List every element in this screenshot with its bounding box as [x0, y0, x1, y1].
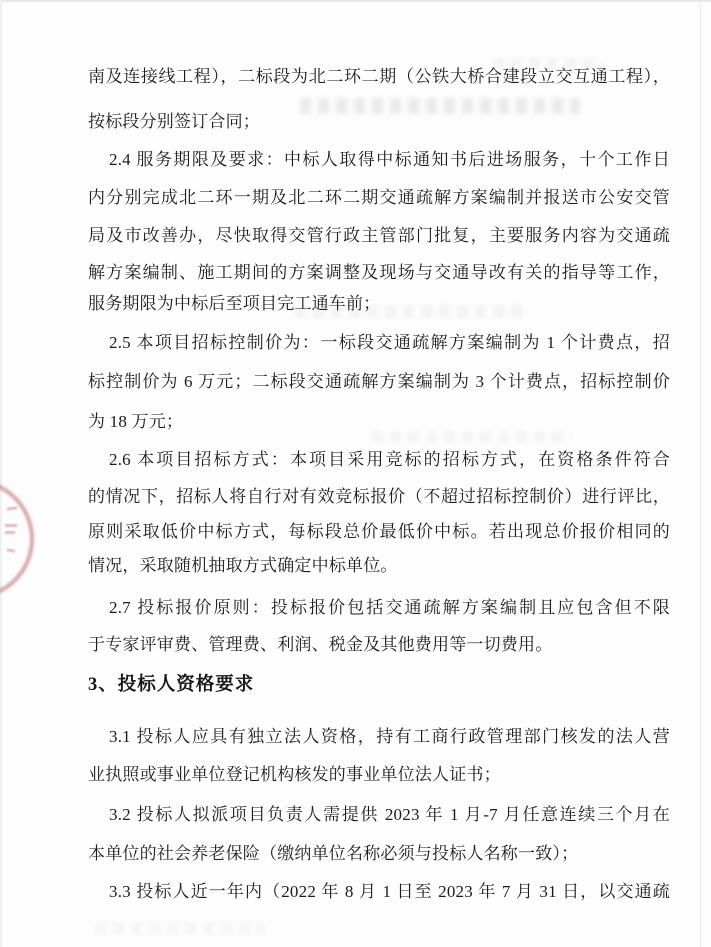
document-text-line: 3.3 投标人近一年内（2022 年 8 月 1 日至 2023 年 7 月 31 日，以交通疏: [109, 882, 670, 901]
ink-bleedthrough-smudge: [372, 431, 572, 443]
scan-edge-top: [0, 0, 711, 2]
scan-edge-left: [0, 0, 2, 947]
document-text-line: 按标段分别签订合同；: [88, 112, 260, 131]
document-text-line: 业执照或事业单位登记机构核发的事业单位法人证书；: [88, 765, 501, 784]
document-text-line: 原则采取低价中标方式，每标段总价最低价中标。若出现总价报价相同的: [88, 522, 670, 541]
red-seal-stamp-icon: [0, 479, 34, 599]
document-text-line: 解方案编制、施工期间的方案调整及现场与交通导改有关的指导等工作，: [88, 263, 670, 282]
document-text-line: 南及连接线工程），二标段为北二环二期（公铁大桥合建段立交互通工程），: [88, 67, 670, 86]
red-seal-mark: [5, 524, 17, 527]
document-text-line: 2.7 投标报价原则：投标报价包括交通疏解方案编制且应包含但不限: [109, 598, 670, 617]
document-text-line: 2.6 本项目招标方式：本项目采用竞标的招标方式，在资格条件符合: [109, 450, 670, 469]
document-text-line: 于专家评审费、管理费、利润、税金及其他费用等一切费用。: [88, 635, 553, 654]
red-seal-mark: [5, 531, 15, 534]
document-text-line: 标控制价为 6 万元；二标段交通疏解方案编制为 3 个计费点，招标控制价: [88, 372, 670, 391]
document-text-line: 情况，采取随机抽取方式确定中标单位。: [88, 556, 398, 575]
document-text-line: 3.2 投标人拟派项目负责人需提供 2023 年 1 月-7 月任意连续三个月在: [109, 805, 670, 824]
document-text-line: 服务期限为中标后至项目完工通车前；: [88, 294, 381, 313]
document-text-line: 2.5 本项目招标控制价为：一标段交通疏解方案编制为 1 个计费点，招: [109, 333, 670, 352]
document-text-line: 本单位的社会养老保险（缴纳单位名称必须与投标人名称一致）；: [88, 844, 579, 863]
document-text-line: 内分别完成北二环一期及北二环二期交通疏解方案编制并报送市公安交管: [88, 188, 670, 207]
scan-edge-right: [700, 0, 701, 947]
document-text-line: 为 18 万元；: [88, 412, 184, 431]
document-text-line: 2.4 服务期限及要求：中标人取得中标通知书后进场服务，十个工作日: [109, 150, 670, 169]
document-text-line: 的情况下，招标人将自行对有效竞标报价（不超过招标控制价）进行评比，: [88, 487, 670, 506]
ink-bleedthrough-smudge: [95, 922, 265, 935]
document-text-line: 3.1 投标人应具有独立法人资格，持有工商行政管理部门核发的法人营: [109, 727, 670, 746]
document-text-line: 局及市改善办，尽快取得交管行政主管部门批复，主要服务内容为交通疏: [88, 226, 670, 245]
section-heading-bidder-qualifications: 3、投标人资格要求: [88, 675, 255, 695]
